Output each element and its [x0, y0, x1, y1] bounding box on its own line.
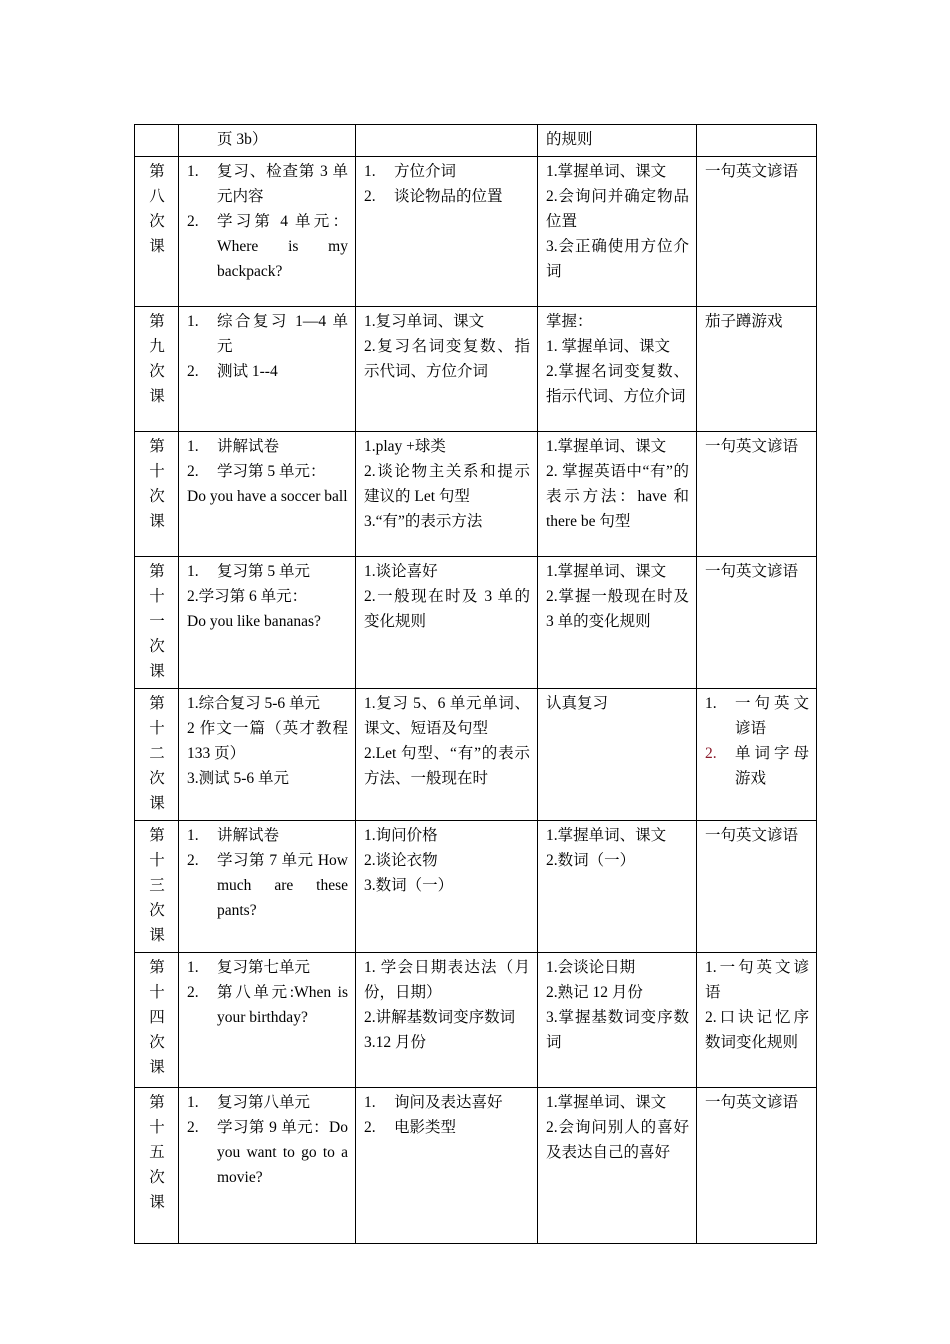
table-row [135, 157, 817, 307]
cell-text: 1.掌握单词、课文 [546, 827, 667, 844]
goal-cell [538, 307, 697, 432]
table-row [135, 953, 817, 1088]
list-item [187, 359, 348, 384]
cell-text: 次 [149, 770, 165, 787]
other-text: 一句英文谚语 [705, 163, 799, 180]
cell-text: 1. [364, 163, 376, 180]
cell-text: 2.讲解基数词变序数词 [364, 1009, 516, 1026]
cell-text: 2. [364, 188, 376, 205]
lesson-plan-table [134, 124, 817, 1244]
other-cell [697, 821, 817, 953]
cell-text: 次 [149, 488, 165, 505]
cell-text: 1. [187, 1094, 199, 1111]
cell-text: 十 [149, 984, 165, 1001]
cell-text: 3.数词（一） [364, 877, 454, 894]
list-item [187, 955, 348, 980]
cell-text: 1.掌握单词、课文 [546, 438, 667, 455]
cell-text: 2.谈论物主关系和提示建议的 Let 句型 [364, 463, 530, 505]
cell-text: 次 [149, 638, 165, 655]
list-item [187, 823, 348, 848]
cell-text: 课 [149, 795, 165, 812]
content-cell [179, 689, 356, 821]
content-cell [179, 307, 356, 432]
goal-cell [538, 821, 697, 953]
cell-text: 第 [149, 959, 165, 976]
list-item [187, 459, 348, 484]
content-cell [179, 953, 356, 1088]
session-cell [135, 557, 179, 689]
goal-cell [538, 157, 697, 307]
other-cell [697, 307, 817, 432]
cell-text: 十 [149, 463, 165, 480]
table-row [135, 557, 817, 689]
cell-text: 1. [187, 438, 199, 455]
cell-text: 复习第七单元 [217, 959, 311, 976]
list-item [187, 1090, 348, 1115]
cell-text: 2. [364, 1119, 376, 1136]
session-cell [135, 307, 179, 432]
list-item [187, 309, 348, 359]
cell-text: 次 [149, 363, 165, 380]
knowledge-cell [356, 432, 538, 557]
cell-text: 2.数词（一） [546, 852, 636, 869]
cell-text: 学习第 7 单元 How much are these pants? [217, 852, 348, 919]
cell-text: 复习第八单元 [217, 1094, 311, 1111]
cell-text: 一 [149, 613, 165, 630]
other-cell [697, 125, 817, 157]
other-cell [697, 1088, 817, 1244]
cell-text: 谈论物品的位置 [394, 188, 503, 205]
knowledge-cell [356, 157, 538, 307]
cell-text: 复习第 5 单元 [217, 563, 311, 580]
cell-text: 课 [149, 513, 165, 530]
cell-text: 1.掌握单词、课文 [546, 563, 667, 580]
list-item [187, 434, 348, 459]
cell-text: 1.一句英文谚语 [705, 959, 809, 1001]
knowledge-cell [356, 307, 538, 432]
cell-text: 一句英文谚语 [705, 827, 799, 844]
cell-text: 十 [149, 720, 165, 737]
cell-text: 学习第 5 单元： [217, 463, 326, 480]
cell-text: 九 [149, 338, 165, 355]
table-row [135, 821, 817, 953]
cell-text: 认真复习 [546, 695, 609, 712]
cell-text: 综合复习 1—4 单元 [217, 313, 348, 355]
goal-cell [538, 689, 697, 821]
table-row [135, 125, 817, 157]
content-cell [179, 157, 356, 307]
goal-cell [538, 125, 697, 157]
other-cell [697, 157, 817, 307]
cell-text: Do you have a soccer ball [187, 488, 348, 505]
cell-text: 2.Let 句型、“有”的表示方法、一般现在时 [364, 745, 530, 787]
cell-text: 2. [187, 852, 199, 869]
list-item [705, 691, 809, 741]
list-item [364, 1090, 530, 1115]
list-item [187, 848, 348, 923]
cell-text: 2.学习第 6 单元： [187, 588, 308, 605]
goal-cell [538, 432, 697, 557]
cell-text: 1.综合复习 5-6 单元 [187, 695, 321, 712]
cell-text: 课 [149, 388, 165, 405]
cell-text: 2.会询问别人的喜好及表达自己的喜好 [546, 1119, 689, 1161]
list-item [705, 741, 809, 791]
cell-text: 电影类型 [394, 1119, 457, 1136]
content-cell [179, 557, 356, 689]
cell-text: 十 [149, 588, 165, 605]
list-item [187, 209, 348, 284]
cell-text: 1. [187, 313, 199, 330]
session-char: 次 [149, 213, 165, 230]
cell-text: 1.play +球类 [364, 438, 446, 455]
session-char: 课 [149, 238, 165, 255]
cell-text: 1. [705, 695, 717, 712]
table-row [135, 307, 817, 432]
cell-text: 3.“有”的表示方法 [364, 513, 483, 530]
cell-text: 2 作文一篇（英才教程 133 页） [187, 720, 348, 762]
knowledge-cell [356, 953, 538, 1088]
cell-text: 1.谈论喜好 [364, 563, 438, 580]
cell-text: 2. [187, 213, 199, 230]
cell-text: 三 [149, 877, 165, 894]
cell-text: 2.谈论衣物 [364, 852, 438, 869]
cell-text: 3.掌握基数词变序数词 [546, 1009, 689, 1051]
cell-text: 1. [364, 1094, 376, 1111]
cell-text: 十 [149, 852, 165, 869]
cell-text: 1. [187, 959, 199, 976]
cell-text: 课 [149, 663, 165, 680]
cell-text: 第 [149, 1094, 165, 1111]
session-cell [135, 821, 179, 953]
cell-text: 2. 掌握英语中“有”的表示方法：have 和 there be 句型 [546, 463, 689, 530]
cell-text: 方位介词 [394, 163, 457, 180]
cell-text: 2.一般现在时及 3 单的变化规则 [364, 588, 530, 630]
cell-text: 第八单元:When is your birthday? [217, 984, 348, 1026]
list-item [187, 980, 348, 1030]
cell-text: 3.12 月份 [364, 1034, 427, 1051]
other-cell [697, 953, 817, 1088]
goal-cell [538, 953, 697, 1088]
cell-text: 2.掌握名词变复数、指示代词、方位介词 [546, 363, 689, 405]
cell-text: 第 [149, 827, 165, 844]
cell-text: 1.会谈论日期 [546, 959, 636, 976]
cell-text: 2.复习名词变复数、指示代词、方位介词 [364, 338, 530, 380]
cell-text: 第 [149, 563, 165, 580]
cell-text: Do you like bananas? [187, 613, 321, 630]
cell-text: 第 [149, 438, 165, 455]
cell-text: 3.测试 5-6 单元 [187, 770, 290, 787]
content-cell [179, 125, 356, 157]
cell-text: 次 [149, 902, 165, 919]
cell-text: 四 [149, 1009, 165, 1026]
list-item [187, 159, 348, 209]
list-item [364, 1115, 530, 1140]
cell-text: 2.掌握一般现在时及 3 单的变化规则 [546, 588, 689, 630]
cell-text: 单词字母游戏 [735, 745, 809, 787]
cell-text: 2. [705, 745, 717, 762]
cell-text: 2. [187, 463, 199, 480]
list-item [187, 559, 348, 584]
cell-text: 1. [187, 827, 199, 844]
goal-cell [538, 1088, 697, 1244]
cell-text: 1.复习单词、课文 [364, 313, 485, 330]
session-cell [135, 157, 179, 307]
other-cell [697, 432, 817, 557]
cell-text: 课 [149, 927, 165, 944]
session-cell [135, 953, 179, 1088]
cell-text: 学习第 4 单元：Where is my backpack? [217, 213, 348, 280]
knowledge-cell [356, 557, 538, 689]
cell-text: 第 [149, 313, 165, 330]
session-cell [135, 432, 179, 557]
knowledge-cell [356, 1088, 538, 1244]
cell-text: 1.询问价格 [364, 827, 438, 844]
cell-text: 一句英文谚语 [705, 563, 799, 580]
cell-text: 茄子蹲游戏 [705, 313, 783, 330]
session-char: 第 [149, 163, 165, 180]
cell-text: 2.口诀记忆序数词变化规则 [705, 1009, 809, 1051]
cell-text: 复习、检查第 3 单元内容 [217, 163, 348, 205]
knowledge-cell [356, 689, 538, 821]
goal-text: 2.会询问并确定物品位置 [546, 188, 689, 230]
cell-text: 询问及表达喜好 [394, 1094, 503, 1111]
session-cell [135, 1088, 179, 1244]
cell-text: 次 [149, 1169, 165, 1186]
cell-text: 1. 掌握单词、课文 [546, 338, 671, 355]
cell-text: 讲解试卷 [217, 827, 280, 844]
list-item [187, 1115, 348, 1190]
content-cell [179, 821, 356, 953]
cell-text: 讲解试卷 [217, 438, 280, 455]
cell-text: 学习第 9 单元：Do you want to go to a movie? [217, 1119, 348, 1186]
cell-text: 五 [149, 1144, 165, 1161]
session-char: 八 [149, 188, 165, 205]
cell-text: 十 [149, 1119, 165, 1136]
goal-cell [538, 557, 697, 689]
table-row [135, 689, 817, 821]
knowledge-cell [356, 821, 538, 953]
lesson-plan-page [134, 124, 816, 1244]
cell-text: 第 [149, 695, 165, 712]
cell-text: 2. [187, 984, 199, 1001]
cell-text: 1.复习 5、6 单元单词、课文、短语及句型 [364, 695, 530, 737]
cell-text: 2. [187, 1119, 199, 1136]
cell-text: 次 [149, 1034, 165, 1051]
cell-text: 1. [187, 563, 199, 580]
cell-text: 一句英文谚语 [735, 695, 809, 737]
content-text: 页 3b） [217, 131, 268, 148]
other-cell [697, 689, 817, 821]
cell-text: 掌握： [546, 313, 593, 330]
cell-text: 课 [149, 1194, 165, 1211]
cell-text: 2. [187, 363, 199, 380]
content-cell [179, 1088, 356, 1244]
goal-text: 的规则 [546, 131, 593, 148]
knowledge-cell [356, 125, 538, 157]
cell-text: 测试 1--4 [217, 363, 278, 380]
session-cell [135, 689, 179, 821]
table-row [135, 1088, 817, 1244]
session-cell [135, 125, 179, 157]
goal-text: 1.掌握单词、课文 [546, 163, 667, 180]
cell-text: 1.掌握单词、课文 [546, 1094, 667, 1111]
cell-text: 2.熟记 12 月份 [546, 984, 643, 1001]
cell-text: 课 [149, 1059, 165, 1076]
goal-text: 3.会正确使用方位介词 [546, 238, 689, 280]
cell-text: 一句英文谚语 [705, 438, 799, 455]
cell-text: 1. 学会日期表达法（月份，日期） [364, 959, 530, 1001]
list-item [364, 159, 530, 184]
table-row [135, 432, 817, 557]
content-cell [179, 432, 356, 557]
cell-text: 1. [187, 163, 199, 180]
cell-text: 二 [149, 745, 165, 762]
list-item [364, 184, 530, 209]
cell-text: 一句英文谚语 [705, 1094, 799, 1111]
other-cell [697, 557, 817, 689]
